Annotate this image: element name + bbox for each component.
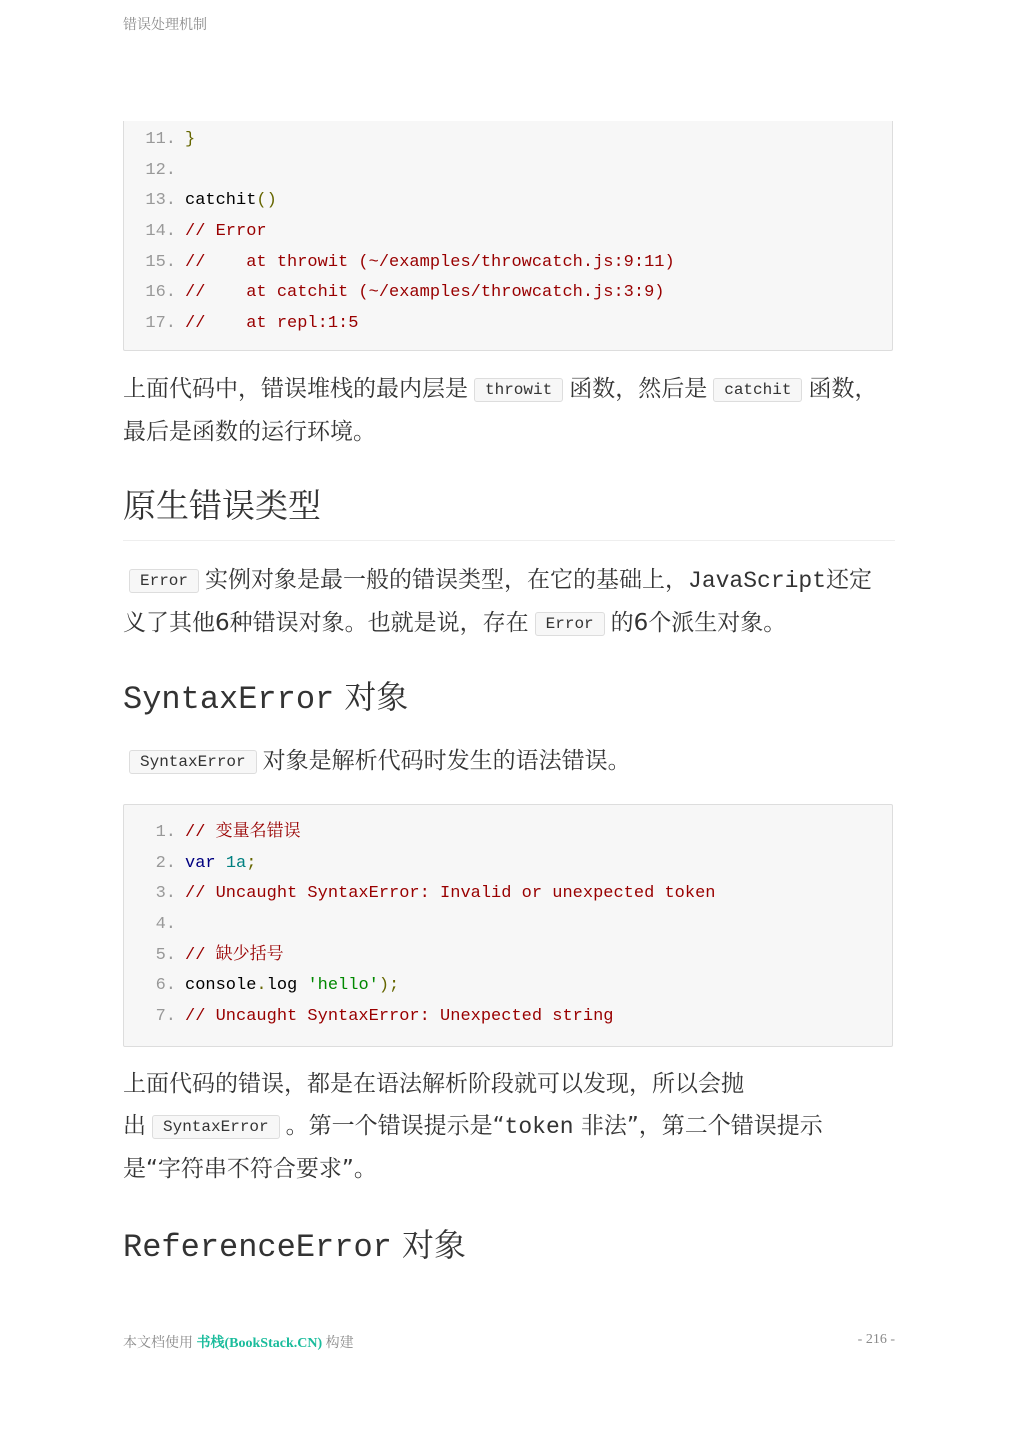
paragraph-text: 函数，然后是 (569, 376, 708, 402)
code-line (124, 278, 892, 309)
code-string: 'hello' (307, 976, 379, 996)
code-line (124, 910, 892, 941)
code-punctuation: () (256, 191, 277, 211)
code-identifier: console (185, 976, 257, 996)
heading-syntaxerror (123, 675, 408, 722)
code-line (124, 818, 892, 849)
paragraph-error-types (123, 559, 895, 645)
paragraph-text: 实例对象是最一般的错误类型，在它的基础上， (205, 567, 689, 593)
code-comment: // 变量名错误 (185, 823, 301, 842)
paragraph-text: 的6个派生对象。 (610, 610, 787, 636)
line-number: 5. (155, 945, 176, 965)
line-number: 14. (145, 222, 176, 242)
code-space (216, 854, 226, 873)
heading-text: 对象 (391, 1226, 467, 1264)
paragraph-syntaxerror (123, 740, 895, 783)
inline-code: SyntaxError (152, 1115, 280, 1139)
footer-text: 本文档使用 (123, 1336, 197, 1351)
line-number: 13. (145, 191, 176, 211)
mono-text: token (504, 1114, 574, 1140)
line-number: 1. (155, 823, 176, 842)
code-line (124, 1002, 892, 1033)
footer-brand-link[interactable]: 书栈(BookStack.CN) (196, 1336, 323, 1351)
footer-text: 构建 (322, 1336, 354, 1351)
code-text (185, 971, 399, 1002)
paragraph-text: 函数，最后是函数的运行环境。 (123, 376, 878, 445)
paragraph-text: 上面代码中，错误堆栈的最内层是 (123, 376, 468, 402)
code-line (124, 186, 892, 217)
line-number: 16. (145, 283, 176, 303)
code-line (124, 941, 892, 972)
line-number: 6. (155, 976, 176, 996)
code-comment: // 缺少括号 (185, 945, 284, 965)
line-number: 3. (155, 884, 176, 904)
line-number: 15. (145, 252, 176, 272)
line-number: 17. (145, 314, 176, 334)
paragraph-text: 。第一个错误提示是“ (285, 1113, 505, 1139)
code-identifier: catchit (185, 191, 257, 211)
line-number: 7. (155, 1007, 176, 1027)
code-line (124, 125, 892, 156)
code-number: 1a (225, 853, 247, 873)
inline-code: throwit (474, 378, 563, 402)
code-comment: // Uncaught SyntaxError: Invalid or unexpected token (185, 884, 716, 904)
inline-code: Error (535, 612, 605, 636)
paragraph-stack-explanation (123, 368, 895, 453)
paragraph-text: 非法”，第二个错误提示 (573, 1113, 823, 1139)
code-punctuation: ; (246, 853, 257, 873)
code-line (124, 971, 892, 1002)
paragraph-syntaxerror-explanation (123, 1063, 895, 1190)
footer-credit (123, 1332, 354, 1352)
code-line (124, 156, 892, 187)
paragraph-line (123, 1105, 895, 1148)
inline-code: SyntaxError (129, 750, 257, 774)
code-keyword: var (185, 853, 216, 873)
code-text: } (185, 130, 196, 149)
paragraph-text: 还定义了其他6种错误对象。也就是说，存在 (123, 567, 873, 636)
line-number: 11. (145, 130, 176, 149)
mono-text: JavaScript (688, 568, 827, 594)
line-number: 2. (155, 853, 176, 873)
code-text (185, 186, 277, 217)
code-comment: // at repl:1:5 (185, 314, 359, 334)
code-block-syntaxerror (123, 804, 893, 1047)
inline-code: Error (129, 569, 199, 593)
code-text (185, 849, 256, 880)
code-punctuation: . (256, 976, 267, 996)
heading-mono-text: SyntaxError (123, 681, 335, 718)
paragraph-text: 是“字符串不符合要求”。 (123, 1156, 377, 1182)
code-comment: // at throwit (~/examples/throwcatch.js:9:11) (185, 252, 675, 272)
inline-code: catchit (713, 378, 802, 402)
code-line (124, 248, 892, 279)
code-line (124, 849, 892, 880)
paragraph-text: 出 (123, 1113, 146, 1139)
heading-referenceerror (123, 1223, 466, 1270)
code-line (124, 309, 892, 340)
line-number: 4. (155, 915, 176, 935)
heading-text: 对象 (334, 678, 409, 716)
code-line (124, 879, 892, 910)
code-comment: // Error (185, 222, 267, 242)
code-block-stack-trace (123, 121, 893, 351)
section-title: 原生错误类型 (123, 482, 895, 541)
page-number: - 216 - (857, 1332, 895, 1347)
code-comment: // at catchit (~/examples/throwcatch.js:3:9) (185, 283, 665, 303)
heading-mono-text: ReferenceError (123, 1229, 392, 1266)
code-identifier: log (266, 976, 308, 996)
code-punctuation: ); (378, 976, 400, 996)
code-line (124, 217, 892, 248)
line-number: 12. (145, 160, 176, 180)
running-header: 错误处理机制 (123, 17, 207, 33)
paragraph-text: 上面代码的错误，都是在语法解析阶段就可以发现，所以会抛 (123, 1071, 744, 1097)
paragraph-text: 对象是解析代码时发生的语法错误。 (262, 748, 631, 774)
code-comment: // Uncaught SyntaxError: Unexpected string (185, 1007, 614, 1027)
